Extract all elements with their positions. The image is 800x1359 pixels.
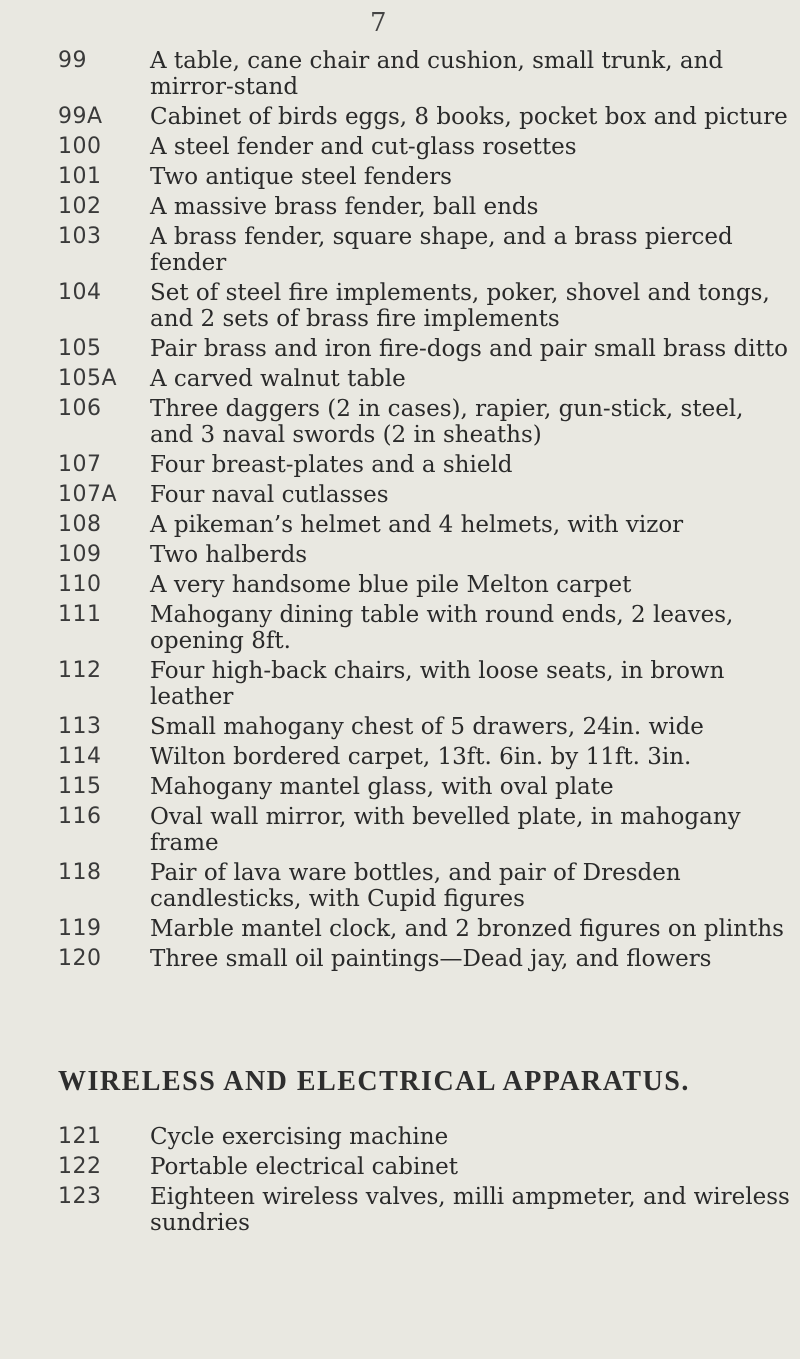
lot-description: A very handsome blue pile Melton carpet bbox=[150, 572, 632, 598]
lot-entry bbox=[58, 946, 798, 972]
lot-entry bbox=[58, 1154, 798, 1180]
lot-number: 118 bbox=[58, 860, 102, 885]
lot-entry bbox=[58, 48, 798, 100]
lot-description: A massive brass fender, ball ends bbox=[150, 194, 539, 220]
lot-description: Marble mantel clock, and 2 bronzed figures on plinths bbox=[150, 916, 784, 942]
lot-description: A steel fender and cut-glass rosettes bbox=[150, 134, 577, 160]
lot-number: 100 bbox=[58, 134, 102, 159]
lot-description: Small mahogany chest of 5 drawers, 24in. wide bbox=[150, 714, 704, 740]
lot-number: 114 bbox=[58, 744, 102, 769]
lot-entry bbox=[58, 602, 798, 654]
wireless-lot-list bbox=[58, 1124, 798, 1240]
lot-number: 112 bbox=[58, 658, 102, 683]
lot-description: A brass fender, square shape, and a brass pierced fender bbox=[150, 224, 733, 276]
lot-entry bbox=[58, 104, 798, 130]
lot-entry bbox=[58, 572, 798, 598]
lot-number: 103 bbox=[58, 224, 102, 249]
lot-description: Three daggers (2 in cases), rapier, gun-stick, steel, and 3 naval swords (2 in sheaths) bbox=[150, 396, 744, 448]
lot-description: Pair of lava ware bottles, and pair of Dresden candlesticks, with Cupid figures bbox=[150, 860, 681, 912]
lot-description: Four high-back chairs, with loose seats, in brown leather bbox=[150, 658, 725, 710]
lot-number: 106 bbox=[58, 396, 102, 421]
page-number: 7 bbox=[370, 8, 387, 38]
lot-number: 123 bbox=[58, 1184, 102, 1209]
lot-entry bbox=[58, 658, 798, 710]
lot-description: Mahogany dining table with round ends, 2 leaves, opening 8ft. bbox=[150, 602, 734, 654]
lot-description: Pair brass and iron fire-dogs and pair small brass ditto bbox=[150, 336, 788, 362]
lot-number: 121 bbox=[58, 1124, 102, 1149]
lot-number: 110 bbox=[58, 572, 102, 597]
lot-entry bbox=[58, 366, 798, 392]
lot-number: 119 bbox=[58, 916, 102, 941]
lot-entry bbox=[58, 280, 798, 332]
lot-number: 115 bbox=[58, 774, 102, 799]
lot-description: Cycle exercising machine bbox=[150, 1124, 449, 1150]
lot-description: A table, cane chair and cushion, small trunk, and mirror-stand bbox=[150, 48, 724, 100]
lot-entry bbox=[58, 774, 798, 800]
lot-entry bbox=[58, 134, 798, 160]
lot-number: 108 bbox=[58, 512, 102, 537]
lot-description: A pikeman’s helmet and 4 helmets, with vizor bbox=[150, 512, 684, 538]
lot-description: A carved walnut table bbox=[150, 366, 406, 392]
lot-number: 107 bbox=[58, 452, 102, 477]
lot-entry bbox=[58, 164, 798, 190]
lot-number: 105A bbox=[58, 366, 118, 391]
lot-description: Four breast-plates and a shield bbox=[150, 452, 513, 478]
lot-description: Three small oil paintings—Dead jay, and flowers bbox=[150, 946, 712, 972]
lot-number: 104 bbox=[58, 280, 102, 305]
lot-description: Eighteen wireless valves, milli ampmeter, and wireless sundries bbox=[150, 1184, 790, 1236]
lot-entry bbox=[58, 512, 798, 538]
lot-entry bbox=[58, 744, 798, 770]
lot-number: 116 bbox=[58, 804, 102, 829]
lot-entry bbox=[58, 396, 798, 448]
lot-number: 122 bbox=[58, 1154, 102, 1179]
lot-number: 113 bbox=[58, 714, 102, 739]
lot-entry bbox=[58, 542, 798, 568]
lot-entry bbox=[58, 452, 798, 478]
lot-description: Set of steel fire implements, poker, shovel and tongs, and 2 sets of brass fire implements bbox=[150, 280, 770, 332]
lot-number: 102 bbox=[58, 194, 102, 219]
lot-description: Four naval cutlasses bbox=[150, 482, 389, 508]
lot-description: Wilton bordered carpet, 13ft. 6in. by 11ft. 3in. bbox=[150, 744, 692, 770]
lot-description: Cabinet of birds eggs, 8 books, pocket box and picture bbox=[150, 104, 788, 130]
lot-entry bbox=[58, 224, 798, 276]
lot-entry bbox=[58, 194, 798, 220]
lot-number: 99A bbox=[58, 104, 103, 129]
lot-entry bbox=[58, 482, 798, 508]
lot-number: 109 bbox=[58, 542, 102, 567]
lot-description: Two antique steel fenders bbox=[150, 164, 452, 190]
section-heading: WIRELESS AND ELECTRICAL APPARATUS. bbox=[58, 1066, 690, 1097]
lot-number: 99 bbox=[58, 48, 87, 73]
lot-entry bbox=[58, 860, 798, 912]
lot-entry bbox=[58, 714, 798, 740]
lot-description: Two halberds bbox=[150, 542, 308, 568]
lot-description: Portable electrical cabinet bbox=[150, 1154, 458, 1180]
lot-description: Oval wall mirror, with bevelled plate, in mahogany frame bbox=[150, 804, 741, 856]
lot-entry bbox=[58, 916, 798, 942]
lot-number: 107A bbox=[58, 482, 118, 507]
lot-entry bbox=[58, 336, 798, 362]
lot-entry bbox=[58, 804, 798, 856]
lot-number: 101 bbox=[58, 164, 102, 189]
lot-number: 120 bbox=[58, 946, 102, 971]
furniture-lot-list bbox=[58, 48, 798, 976]
lot-description: Mahogany mantel glass, with oval plate bbox=[150, 774, 614, 800]
lot-number: 111 bbox=[58, 602, 102, 627]
lot-number: 105 bbox=[58, 336, 102, 361]
lot-entry bbox=[58, 1124, 798, 1150]
lot-entry bbox=[58, 1184, 798, 1236]
